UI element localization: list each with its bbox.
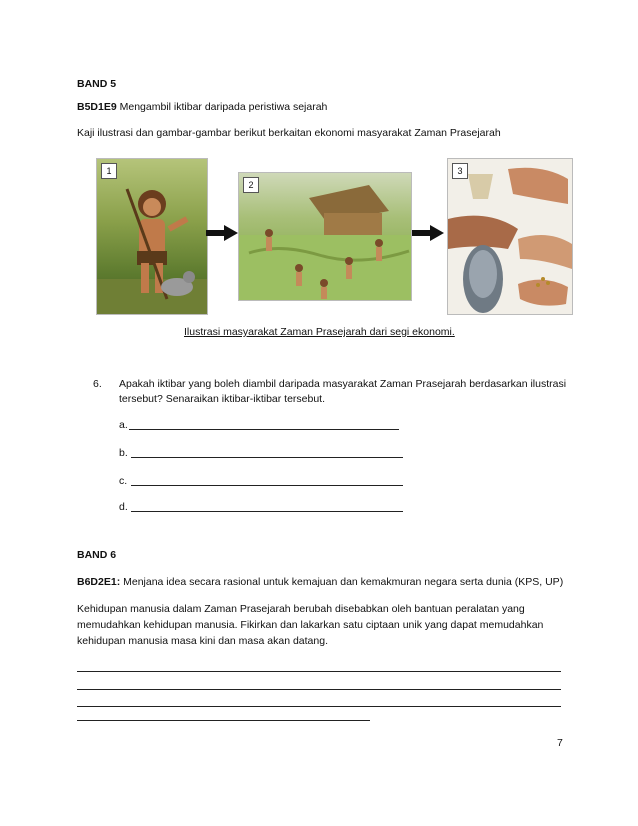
- illustration-3-number: 3: [452, 163, 468, 179]
- page-number: 7: [557, 737, 563, 749]
- band6-code: B6D2E1:: [77, 576, 121, 588]
- band5-code: B5D1E9: [77, 101, 117, 113]
- arrow-right-icon: [412, 225, 444, 241]
- answer-line-2[interactable]: [77, 689, 561, 690]
- illustration-2: [238, 172, 412, 301]
- band5-instruction: Kaji ilustrasi dan gambar-gambar berikut berkaitan ekonomi masyarakat Zaman Prasejarah: [77, 127, 501, 139]
- question-number: 6.: [93, 378, 102, 390]
- band6-paragraph-line-3: kehidupan manusia masa kini dan masa akan datang.: [77, 635, 328, 647]
- question-line-1: Apakah iktibar yang boleh diambil daripada masyarakat Zaman Prasejarah berdasarkan ilustrasi: [119, 378, 567, 390]
- answer-line-a[interactable]: [129, 429, 399, 430]
- barter-hands-fish-icon: [448, 159, 572, 314]
- village-farming-icon: [239, 173, 411, 300]
- band5-title: BAND 5: [77, 78, 117, 90]
- band6-paragraph-line-1: Kehidupan manusia dalam Zaman Prasejarah berubah disebabkan oleh bantuan peralatan yang: [77, 603, 525, 615]
- hunter-with-dog-icon: [97, 159, 207, 314]
- question-line-2: tersebut? Senaraikan iktibar-iktibar tersebut.: [119, 393, 326, 405]
- illustration-caption: Ilustrasi masyarakat Zaman Prasejarah dari segi ekonomi.: [184, 326, 455, 338]
- band6-paragraph-line-2: memudahkan kehidupan manusia. Fikirkan dan lakarkan satu ciptaan unik yang dapat memudahkan: [77, 619, 544, 631]
- answer-label-d: d.: [119, 501, 128, 513]
- illustration-1-number: 1: [101, 163, 117, 179]
- arrow-right-icon: [206, 225, 238, 241]
- answer-line-c[interactable]: [131, 485, 403, 486]
- answer-line-b[interactable]: [131, 457, 403, 458]
- answer-line-1[interactable]: [77, 671, 561, 672]
- answer-label-b: b.: [119, 447, 128, 459]
- answer-line-4[interactable]: [77, 720, 370, 721]
- band6-objective: [77, 576, 563, 588]
- answer-line-d[interactable]: [131, 511, 403, 512]
- band6-title: BAND 6: [77, 549, 117, 561]
- band6-code-text: Menjana idea secara rasional untuk kemajuan dan kemakmuran negara serta dunia (KPS, UP): [123, 576, 564, 588]
- answer-label-c: c.: [119, 475, 128, 487]
- illustration-1: [96, 158, 208, 315]
- band5-code-text: Mengambil iktibar daripada peristiwa sejarah: [119, 101, 328, 113]
- answer-line-3[interactable]: [77, 706, 561, 707]
- illustration-2-number: 2: [243, 177, 259, 193]
- illustration-3: [447, 158, 573, 315]
- answer-label-a: a.: [119, 419, 128, 431]
- band5-objective: [77, 101, 327, 113]
